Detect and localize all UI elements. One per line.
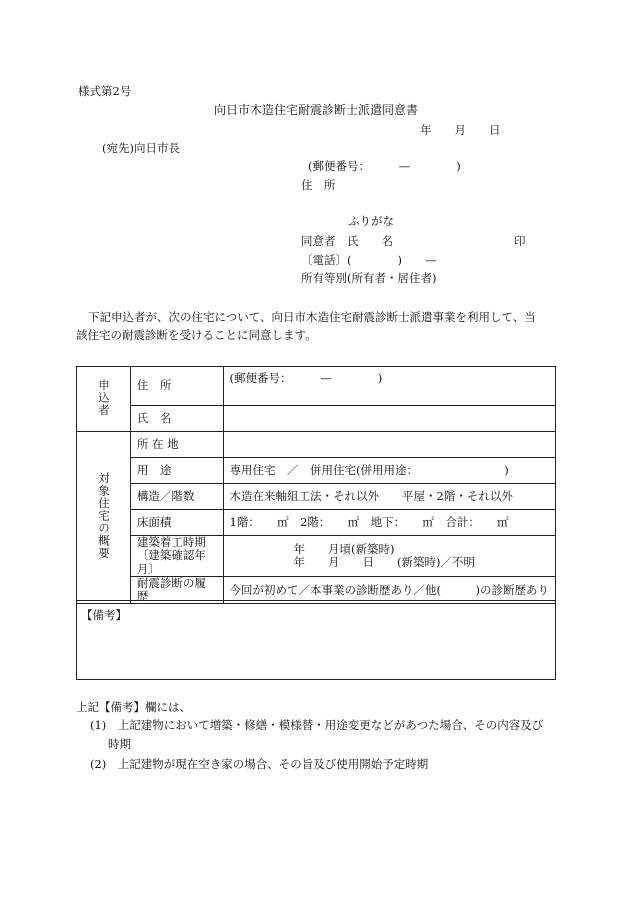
remarks-label: 【備考】 bbox=[81, 608, 127, 622]
location-label: 所 在 地 bbox=[130, 432, 223, 458]
construction-period-label-line-1: 建築着工時期 bbox=[136, 535, 206, 550]
body-text-line-2: 該住宅の耐震診断を受けることに同意します。 bbox=[76, 328, 317, 342]
address-label: 住 所 bbox=[301, 178, 336, 192]
applicant-name-label: 氏 名 bbox=[130, 406, 223, 432]
remarks-box[interactable] bbox=[76, 600, 556, 680]
applicant-address-label: 住 所 bbox=[130, 367, 223, 406]
notes-intro: 上記【備考】欄には、 bbox=[76, 700, 191, 714]
applicant-section-label: 申込者 bbox=[77, 367, 131, 432]
consent-form-table bbox=[76, 366, 556, 604]
consenter-name-label: 同意者 氏 名 bbox=[301, 234, 393, 248]
addressee: (宛先)向日市長 bbox=[102, 141, 180, 155]
floor-area-label: 床面積 bbox=[130, 510, 223, 536]
construction-period-field[interactable] bbox=[223, 536, 555, 577]
diagnosis-history-label: 耐震診断の履歴 bbox=[130, 577, 223, 604]
note-item-1-continued: 時期 bbox=[108, 737, 131, 751]
form-number: 様式第2号 bbox=[78, 84, 132, 98]
note-item-1: (1) 上記建物において増築・修繕・模様替・用途変更などがあつた場合、その内容及び bbox=[90, 718, 544, 732]
usage-field[interactable]: 専用住宅 ／ 併用住宅(併用用途： ) bbox=[223, 458, 555, 484]
seal-mark: 印 bbox=[514, 234, 526, 248]
usage-label: 用 途 bbox=[130, 458, 223, 484]
ownership-line: 所有等別(所有者・居住者) bbox=[301, 271, 437, 285]
body-text-line-1: 下記申込者が、次の住宅について、向日市木造住宅耐震診断士派遣事業を利用して、当 bbox=[88, 310, 536, 324]
target-house-section-label: 対象住宅の概要 bbox=[77, 432, 131, 604]
note-item-2: (2) 上記建物が現在空き家の場合、その旨及び使用開始予定時期 bbox=[90, 757, 429, 771]
floor-area-field[interactable]: 1階： ㎡ 2階： ㎡ 地下： ㎡ 合計： ㎡ bbox=[223, 510, 555, 536]
date-line: 年 月 日 bbox=[420, 123, 501, 137]
postal-code-line: (郵便番号： — ) bbox=[308, 159, 461, 173]
construction-period-value-line-2: 年 月 日 (新築時)／不明 bbox=[293, 555, 475, 569]
document-title: 向日市木造住宅耐震診断士派遣同意書 bbox=[214, 103, 419, 117]
construction-period-label bbox=[130, 536, 223, 577]
construction-period-value-line-1: 年 月頃(新築時) bbox=[293, 541, 395, 556]
structure-label: 構造／階数 bbox=[130, 484, 223, 510]
phone-line: 〔電話〕( ) — bbox=[301, 253, 437, 267]
applicant-name-field[interactable] bbox=[223, 406, 555, 432]
location-field[interactable] bbox=[223, 432, 555, 458]
furigana-label: ふりがな bbox=[348, 214, 394, 228]
diagnosis-history-field[interactable]: 今回が初めて／本事業の診断歴あり／他( )の診断歴あり bbox=[223, 577, 555, 604]
applicant-address-field[interactable]: (郵便番号： — ) bbox=[223, 367, 555, 406]
construction-period-label-line-2: 〔建築確認年月〕 bbox=[136, 548, 206, 576]
structure-field[interactable]: 木造在来軸組工法・それ以外 平屋・2階・それ以外 bbox=[223, 484, 555, 510]
